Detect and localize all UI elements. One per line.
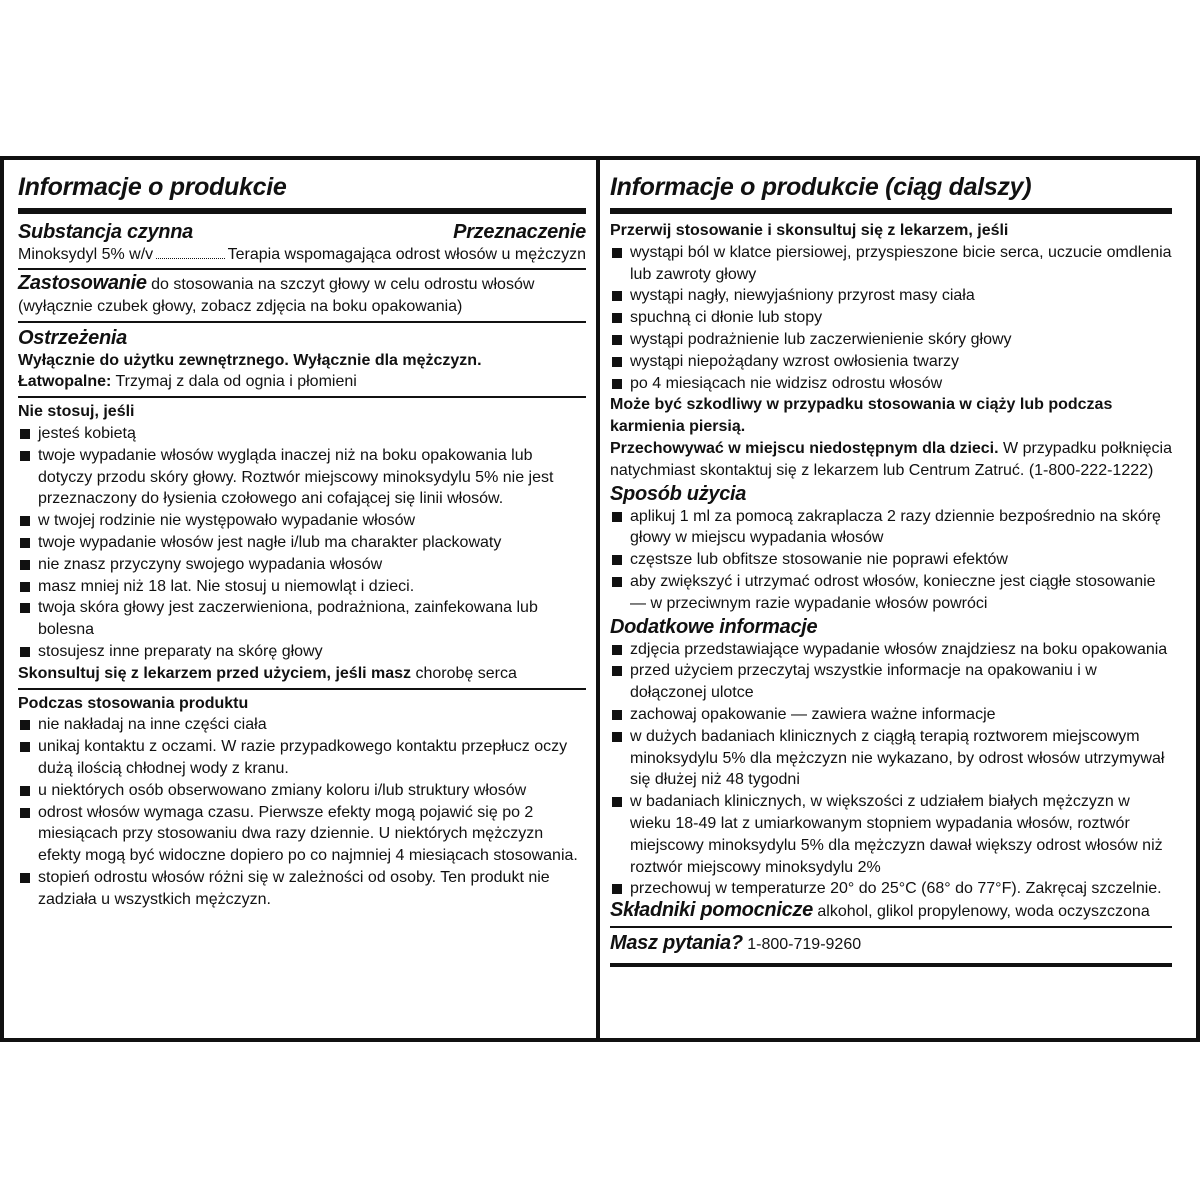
left-panel	[4, 160, 600, 1038]
list-item: w dużych badaniach klinicznych z ciągłą terapią roztworem miejscowym minoksydylu 5% dla mężczyzn nie wykazano, by odrost włosów utrzymywał się dłużej niż 48 tygodni	[610, 726, 1172, 791]
use-text: do stosowania na szczyt głowy w celu odrostu włosów (wyłącznie czubek głowy, zobacz zdjęcia na boku opakowania)	[18, 276, 535, 315]
right-panel	[600, 160, 1196, 1038]
list-item: masz mniej niż 18 lat. Nie stosuj u niemowląt i dzieci.	[18, 576, 586, 598]
ask-doctor-text: chorobę serca	[411, 664, 517, 682]
drug-facts-label	[0, 156, 1200, 1042]
flammable-text: Trzymaj z dala od ognia i płomieni	[111, 373, 357, 391]
list-item: wystąpi nagły, niewyjaśniony przyrost masy ciała	[610, 285, 1172, 307]
list-item: wystąpi ból w klatce piersiowej, przyspieszone bicie serca, uczucie omdlenia lub zawroty głowy	[610, 242, 1172, 286]
inactive-header: Składniki pomocnicze	[610, 899, 813, 922]
use-section	[18, 273, 586, 323]
list-item: unikaj kontaktu z oczami. W razie przypadkowego kontaktu przepłucz oczy dużą ilością chłodnej wody z kranu.	[18, 736, 586, 780]
list-item: nie nakładaj na inne części ciała	[18, 714, 586, 736]
list-item: po 4 miesiącach nie widzisz odrostu włosów	[610, 373, 1172, 395]
list-item: częstsze lub obfitsze stosowanie nie poprawi efektów	[610, 549, 1172, 571]
ask-doctor-label: Skonsultuj się z lekarzem przed użyciem, jeśli masz	[18, 664, 412, 682]
other-info-section	[610, 615, 1172, 928]
do-not-use-header: Nie stosuj, jeśli	[18, 403, 135, 421]
list-item: wystąpi podrażnienie lub zaczerwienienie skóry głowy	[610, 329, 1172, 351]
active-ingredient-value: Minoksydyl 5% w/v	[18, 246, 154, 263]
list-item: twoje wypadanie włosów jest nagłe i/lub ma charakter plackowaty	[18, 532, 586, 554]
pregnancy-warning: Może być szkodliwy w przypadku stosowania w ciąży lub podczas karmienia piersią.	[610, 396, 1113, 436]
list-item: aby zwiększyć i utrzymać odrost włosów, konieczne jest ciągłe stosowanie — w przeciwnym razie wypadanie włosów powróci	[610, 571, 1172, 615]
list-item: twoja skóra głowy jest zaczerwieniona, podrażniona, zainfekowana lub bolesna	[18, 597, 586, 641]
children-text: W przypadku połknięcia natychmiast skontaktuj się z lekarzem lub Centrum Zatruć. (1-800-222-1222)	[610, 439, 1172, 479]
directions-section	[610, 482, 1172, 615]
list-item: stosujesz inne preparaty na skórę głowy	[18, 641, 586, 663]
stop-use-header: Przerwij stosowanie i skonsultuj się z lekarzem, jeśli	[610, 222, 1009, 239]
questions-section	[610, 933, 1172, 959]
questions-header: Masz pytania?	[610, 931, 743, 954]
children-label: Przechowywać w miejscu niedostępnym dla dzieci.	[610, 439, 999, 457]
directions-header: Sposób użycia	[610, 482, 747, 505]
list-item: jesteś kobietą	[18, 423, 586, 445]
list-item: odrost włosów wymaga czasu. Pierwsze efekty mogą pojawić się po 2 miesiącach przy stosowaniu dwa razy dziennie. U niektórych mężczyzn efekty mogą być widoczne dopiero po co najmniej 4 miesiącach stosowania.	[18, 802, 586, 867]
inactive-text: alkohol, glikol propylenowy, woda oczyszczona	[812, 903, 1150, 921]
list-item: spuchną ci dłonie lub stopy	[610, 307, 1172, 329]
other-info-header: Dodatkowe informacje	[610, 615, 818, 638]
active-ingredient-section	[18, 220, 586, 270]
warnings-external: Wyłącznie do użytku zewnętrznego. Wyłącznie dla mężczyzn.	[18, 351, 482, 369]
left-panel-title: Informacje o produkcie	[18, 170, 586, 214]
list-item: aplikuj 1 ml za pomocą zakraplacza 2 razy dziennie bezpośrednio na skórę głowy w miejscu wypadania włosów	[610, 506, 1172, 550]
use-header: Zastosowanie	[18, 272, 147, 294]
dot-leader	[156, 248, 224, 259]
list-item: twoje wypadanie włosów wygląda inaczej niż na boku opakowania lub dotyczy przodu skóry głowy. Roztwór miejscowy minoksydylu 5% nie jest przeznaczony do łysienia czołowego ani cofającej się linii włosów.	[18, 445, 586, 510]
active-ingredient-header: Substancja czynna	[18, 221, 193, 243]
purpose-value: Terapia wspomagająca odrost włosów u mężczyzn	[227, 246, 586, 263]
right-panel-title: Informacje o produkcie (ciąg dalszy)	[610, 170, 1172, 214]
list-item: w twojej rodzinie nie występowało wypadanie włosów	[18, 510, 586, 532]
when-using-header: Podczas stosowania produktu	[18, 694, 249, 712]
list-item: u niektórych osób obserwowano zmiany koloru i/lub struktury włosów	[18, 780, 586, 802]
list-item: wystąpi niepożądany wzrost owłosienia twarzy	[610, 351, 1172, 373]
questions-phone: 1-800-719-9260	[742, 935, 862, 953]
list-item: zdjęcia przedstawiające wypadanie włosów znajdziesz na boku opakowania	[610, 639, 1172, 661]
list-item: przed użyciem przeczytaj wszystkie informacje na opakowaniu i w dołączonej ulotce	[610, 660, 1172, 704]
stop-use-section	[610, 220, 1172, 482]
flammable-label: Łatwopalne:	[18, 373, 112, 391]
when-using-section	[18, 693, 586, 914]
warnings-header: Ostrzeżenia	[18, 326, 127, 349]
list-item: nie znasz przyczyny swojego wypadania włosów	[18, 554, 586, 576]
do-not-use-section	[18, 401, 586, 689]
list-item: zachowaj opakowanie — zawiera ważne informacje	[610, 704, 1172, 726]
list-item: przechowuj w temperaturze 20° do 25°C (68° do 77°F). Zakręcaj szczelnie.	[610, 878, 1172, 900]
bottom-rule	[610, 963, 1172, 967]
list-item: w badaniach klinicznych, w większości z udziałem białych mężczyzn w wieku 18-49 lat z umiarkowanym stopniem wypadania włosów, roztwór miejscowy minoksydylu 5% dla mężczyzn dawał większy odrost włosów niż roztwór miejscowy minoksydylu 2%	[610, 791, 1172, 878]
purpose-header: Przeznaczenie	[453, 221, 586, 243]
warnings-section	[18, 326, 586, 399]
list-item: stopień odrostu włosów różni się w zależności od osoby. Ten produkt nie zadziała u wszystkich mężczyzn.	[18, 867, 586, 911]
